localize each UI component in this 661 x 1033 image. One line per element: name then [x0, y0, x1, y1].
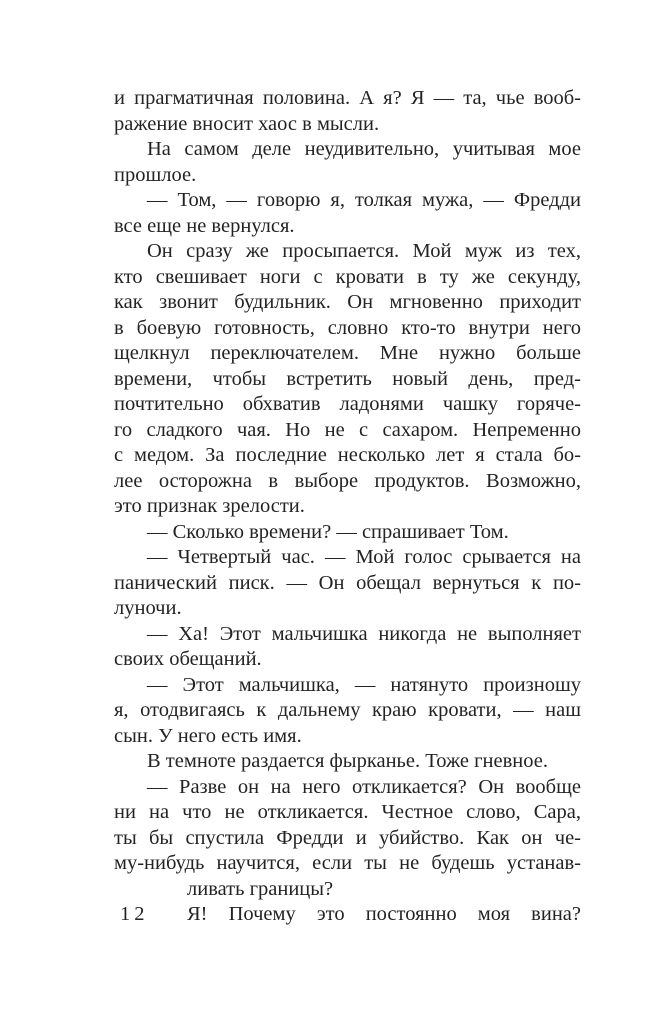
text-line: щелкнул переключателем. Мне нужно больше: [114, 342, 581, 364]
text-line: ни на что не откликается. Честное слово, Сара,: [114, 801, 581, 823]
text-line: — Четвертый час. — Мой голос срывается на: [147, 546, 581, 568]
text-line: ражение вносит хаос в мысли.: [114, 112, 380, 135]
text-line: и прагматичная половина. А я? Я — та, чье вооб-: [114, 87, 581, 109]
text-line: как звонит будильник. Он мгновенно приходит: [114, 291, 581, 313]
page-number: 12: [120, 903, 149, 925]
text-line: это признак зрелости.: [114, 495, 305, 517]
text-line: ливать границы?: [187, 877, 334, 900]
text-line-content: Я! Почему это постоянно моя вина?: [187, 903, 581, 925]
text-line: Он сразу же просыпается. Мой муж из тех,: [147, 240, 581, 262]
text-line: панический писк. — Он обещал вернуться к по-: [114, 571, 581, 594]
text-line: го сладкого чая. Но не с сахаром. Непременно: [114, 418, 581, 441]
text-line: — Сколько времени? — спрашивает Том.: [147, 520, 509, 543]
text-line: все еще не вернулся.: [114, 214, 295, 237]
text-line: На самом деле неудивительно, учитывая мое: [147, 138, 581, 160]
text-line: В темноте раздается фырканье. Тоже гневное.: [147, 750, 548, 772]
text-line: времени, чтобы встретить новый день, пред-: [114, 367, 581, 390]
text-line: лее осторожна в выборе продуктов. Возможно,: [114, 469, 581, 492]
text-line: — Разве он на него откликается? Он вообще: [147, 775, 581, 798]
text-line: — Этот мальчишка, — натянуто произношу: [147, 673, 581, 696]
text-line: му-нибудь научится, если ты не будешь устанав-: [114, 852, 581, 874]
text-line: — Том, — говорю я, толкая мужа, — Фредди: [147, 189, 581, 211]
text-line: своих обещаний.: [114, 648, 262, 670]
text-line: я, отодвигаясь к дальнему краю кровати, — наш: [114, 699, 581, 721]
text-line: — Ха! Этот мальчишка никогда не выполняет: [147, 622, 581, 645]
text-line: ты бы спустила Фредди и убийство. Как он че-: [114, 826, 581, 849]
page-text-block: [114, 86, 581, 928]
text-line: в боевую готовность, словно кто-то внутри него: [114, 316, 581, 339]
text-line: луночи.: [114, 597, 182, 619]
text-line: [114, 902, 581, 928]
text-line: кто свешивает ноги с кровати в ту же секунду,: [114, 265, 581, 288]
text-line: прошлое.: [114, 163, 197, 186]
text-line: сын. У него есть имя.: [114, 724, 302, 747]
text-line: с медом. За последние несколько лет я стала бо-: [114, 444, 581, 466]
text-line: почтительно обхватив ладонями чашку горяче-: [114, 393, 581, 415]
